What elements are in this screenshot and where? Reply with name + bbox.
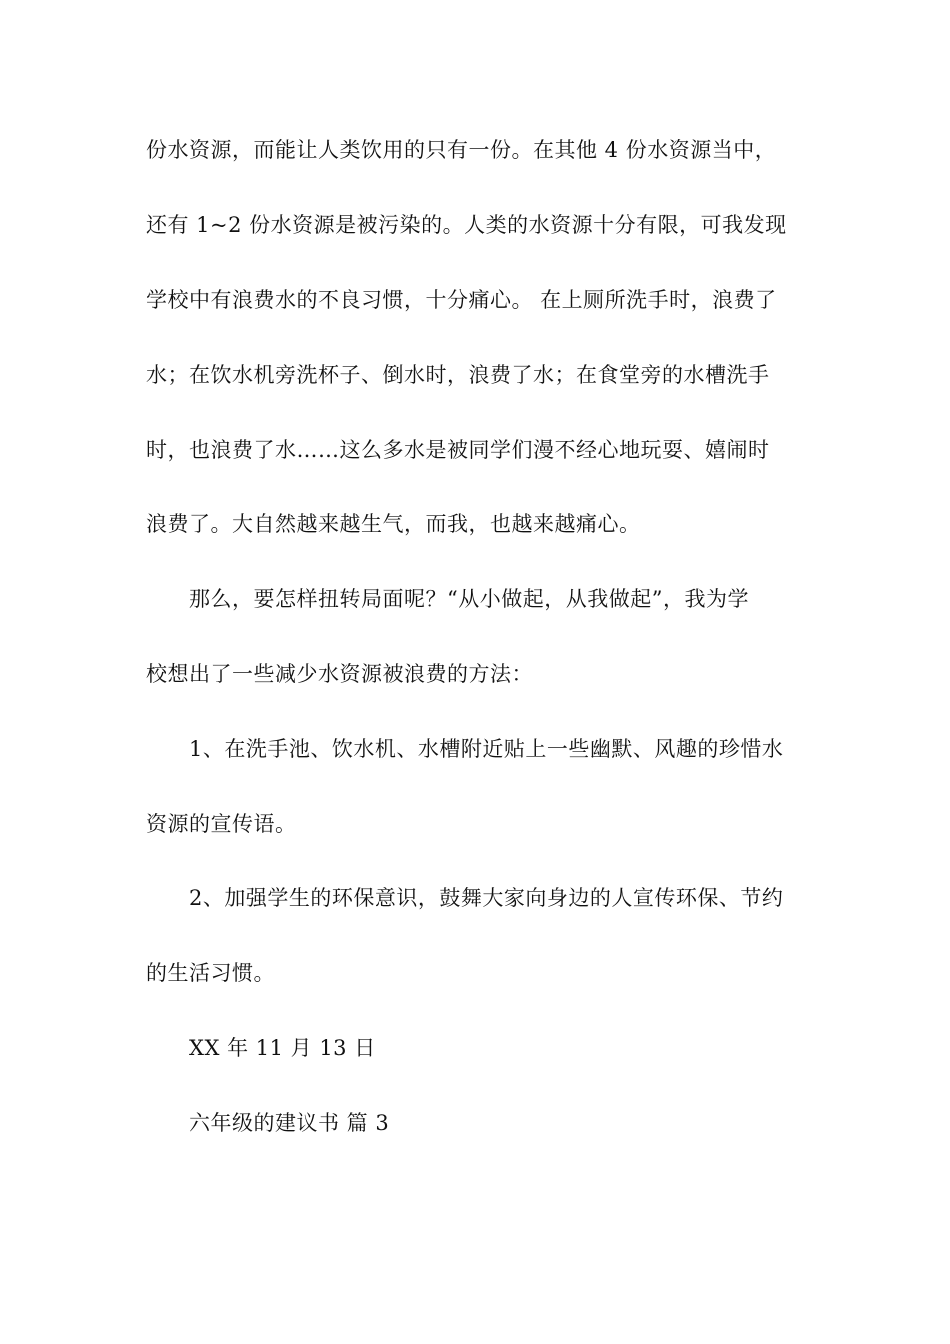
paragraph-line: 那么，要怎样扭转局面呢？“从小做起，从我做起”，我为学 — [189, 587, 749, 611]
date-line: XX 年 11 月 13 日 — [189, 1036, 376, 1060]
section-heading: 六年级的建议书 篇 3 — [189, 1111, 390, 1135]
text-line: 浪费了。大自然越来越生气，而我，也越来越痛心。 — [146, 512, 641, 536]
text-line: 还有 1~2 份水资源是被污染的。人类的水资源十分有限，可我发现 — [146, 213, 787, 237]
text-line: 份水资源，而能让人类饮用的只有一份。在其他 4 份水资源当中， — [146, 138, 777, 162]
text-line: 学校中有浪费水的不良习惯，十分痛心。 在上厕所洗手时，浪费了 — [146, 288, 777, 312]
text-line: 校想出了一些减少水资源被浪费的方法： — [146, 662, 533, 686]
text-line: 水；在饮水机旁洗杯子、倒水时，浪费了水；在食堂旁的水槽洗手 — [146, 363, 770, 387]
text-line: 的生活习惯。 — [146, 961, 275, 985]
list-item-line: 1、在洗手池、饮水机、水槽附近贴上一些幽默、风趣的珍惜水 — [189, 737, 784, 761]
text-line: 时，也浪费了水……这么多水是被同学们漫不经心地玩耍、嬉闹时 — [146, 438, 770, 462]
text-line: 资源的宣传语。 — [146, 812, 297, 836]
list-item-line: 2、加强学生的环保意识，鼓舞大家向身边的人宣传环保、节约 — [189, 886, 784, 910]
